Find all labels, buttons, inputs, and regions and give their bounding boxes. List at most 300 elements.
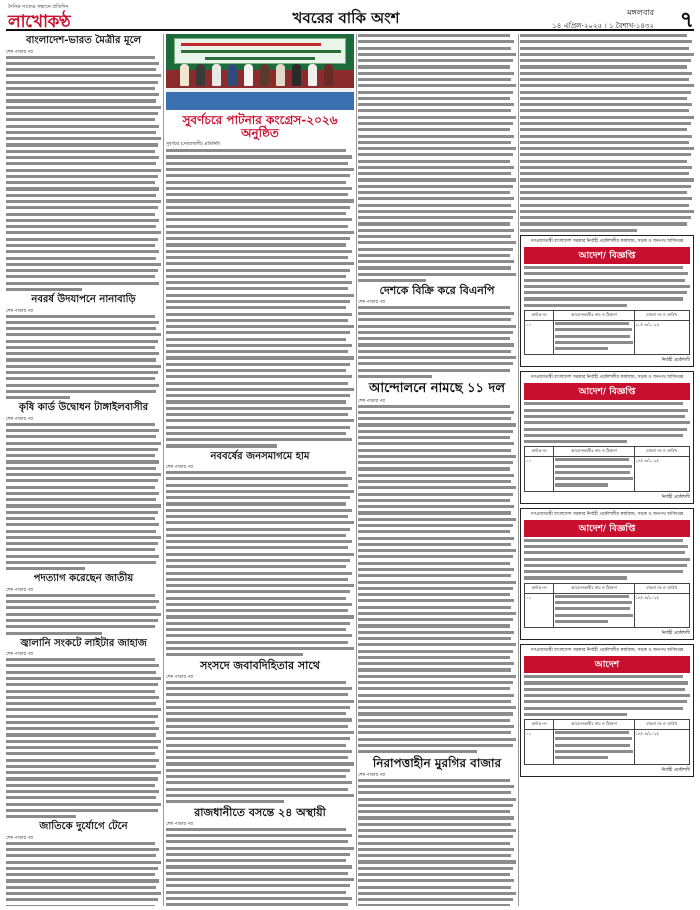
text-line [358,248,513,251]
notice-body [524,539,690,580]
text-line [166,603,352,606]
headline[interactable]: আন্দোলনে নামছে ১১ দল [368,380,506,396]
text-line [524,675,683,678]
headline[interactable]: কৃষি কার্ড উদ্বোধন টাঙ্গাইলবাসীর [18,402,149,414]
notice-table [524,446,690,491]
notice-title: আদেশ/ বিজ্ঞপ্তি [524,247,690,264]
story-lighter-ship[interactable] [6,639,161,819]
text-line [6,708,161,711]
text-line [358,798,516,801]
text-line [358,210,516,213]
text-line [520,153,691,156]
text-line [166,413,348,416]
column-divider [163,34,164,906]
text-line [166,407,352,410]
story-nababarsha[interactable] [6,295,161,399]
text-line [166,174,350,177]
text-line [6,879,159,882]
text-line [6,790,159,793]
text-line [524,415,685,418]
text-line [166,350,348,353]
text-line [358,842,510,845]
table-cell: ১৪/০৪/২০২৫ [634,457,689,491]
text-line [166,872,348,875]
text-line [358,141,511,144]
text-line [6,632,102,635]
column-divider [356,34,357,906]
text-line [6,219,159,222]
text-line [166,840,348,843]
legal-notice-4[interactable] [520,644,694,776]
text-line [166,590,350,593]
text-line [166,828,346,831]
article-body [166,681,354,803]
text-line [520,122,691,125]
headline[interactable]: পদত্যাগ করেছেন জাতীয় [33,573,134,585]
text-line [524,713,627,716]
text-line [6,796,156,799]
text-line [520,141,689,144]
text-line [555,477,632,480]
text-line [555,341,632,344]
text-line [520,109,689,112]
headline[interactable]: নবরর্ষ উদযাপনে নানাবাড়ি [31,294,136,305]
text-line [166,394,350,397]
text-line [6,213,155,216]
column-1 [6,34,161,906]
text-line [524,402,683,405]
text-line [166,800,284,803]
text-line [6,288,82,291]
text-line [520,72,692,75]
text-line [6,390,156,393]
page-number: ৭ [679,8,694,33]
text-line [358,505,514,508]
text-line [6,842,155,845]
text-line [358,260,514,263]
text-line [358,442,514,445]
text-line [520,34,687,37]
text-line [166,834,352,837]
text-line [520,59,691,62]
text-line [358,867,513,870]
text-line [524,428,687,431]
text-line [358,128,510,131]
text-line [6,282,159,285]
text-line [524,285,690,288]
text-line [6,371,158,374]
text-line [166,331,350,334]
text-line [358,886,511,889]
legal-notice-2[interactable] [520,371,694,503]
text-line [358,631,514,634]
text-line [166,444,277,447]
text-line [358,744,513,747]
text-line [6,905,155,906]
story-parliament[interactable] [166,660,354,803]
story-krishi-card[interactable] [6,403,161,570]
legal-notice-1[interactable] [520,235,694,367]
text-line [166,419,354,422]
text-line [524,421,690,424]
text-line [166,181,346,184]
text-line [358,461,513,464]
text-line [358,555,513,558]
text-line [166,731,354,734]
office-name: গণপ্রজাতন্ত্রী বাংলাদেশ সরকার নির্বাহী প্রকৌশলীর কার্যালয়, সড়ক ও জনপথ অধিদপ্তর [530,648,684,654]
text-line [166,375,352,378]
continued-label: শেষ পাতার পর [358,772,385,778]
text-line [520,47,689,50]
text-line [166,369,346,372]
text-line [6,56,155,59]
text-line [6,523,159,526]
text-line [358,599,514,602]
headline[interactable]: জ্বালানি সংকটে লাইটার জাহাজ [20,637,147,649]
text-line [524,272,688,275]
text-line [358,612,516,615]
text-line [6,486,155,489]
text-line [166,546,348,549]
story-disaster[interactable] [6,822,161,906]
text-line [166,231,354,234]
text-line [166,509,352,512]
text-line [166,712,346,715]
text-line [520,166,692,169]
table-cell: ২০/০৪/২০২৫ [634,320,689,354]
text-line [166,218,352,221]
text-line [166,641,348,644]
headline[interactable]: দেশকে বিক্রি করে বিএনপি [379,284,495,298]
byline: সুবর্ণচর (নোয়াখালী) প্রতিনিধি [166,142,220,148]
continued-label: শেষ পাতার পর [358,299,385,305]
text-line [166,363,350,366]
logo-tagline: দৈনিক সত্যের সন্ধানে প্রতিদিন [8,4,69,10]
text-line [358,511,511,514]
text-line [6,759,159,762]
text-line [6,156,159,159]
story-crowd-measles[interactable] [166,452,354,657]
continued-label: শেষ পাতার পর [6,652,33,658]
headline[interactable]: রাজধানীতে বসন্তে ২৪ অস্থায়ী [194,806,326,820]
text-line [6,746,158,749]
text-line [358,235,511,238]
text-line [520,40,692,43]
text-line [6,809,158,812]
text-line [6,467,156,470]
text-line [166,559,350,562]
text-line [166,540,352,543]
story-bnp[interactable] [358,285,516,378]
text-line [6,269,158,272]
text-line [166,199,354,202]
text-line [6,384,159,387]
text-line [358,306,510,309]
text-line [6,275,155,278]
text-line [6,677,161,680]
text-line [166,859,346,862]
article-body [6,658,161,818]
text-line [6,536,161,539]
text-line [358,266,511,269]
text-line [555,483,607,486]
newspaper-logo[interactable] [6,4,126,32]
text-line [358,606,511,609]
table-header: আবেদনকারীর নাম ও ঠিকানা [554,310,634,320]
text-line [358,369,510,372]
text-line [358,362,513,365]
masthead [6,4,694,31]
text-line [166,256,348,259]
article-body [358,779,516,906]
text-line [6,721,155,724]
text-line [166,155,352,158]
text-line [6,423,155,426]
table-header: মামলা নং ও তারিখ [634,720,689,730]
table-header: ক্রমিক নং [525,447,554,457]
text-line [358,178,516,181]
text-line [520,204,689,207]
text-line [166,718,352,721]
text-line [166,628,346,631]
text-line [6,752,155,755]
text-line [166,438,352,441]
text-line [358,455,516,458]
text-line [358,694,514,697]
text-line [520,216,691,219]
text-line [6,194,156,197]
story-congress[interactable] [166,34,354,448]
text-line [358,493,513,496]
text-line [358,879,514,882]
text-line [524,409,688,412]
text-line [6,454,155,457]
text-line [555,744,630,747]
section-title: খবরের বাকি অংশ [292,9,400,27]
text-line [358,84,516,87]
office-name: গণপ্রজাতন্ত্রী বাংলাদেশ সরকার নির্বাহী প্রকৌশলীর কার্যালয়, সড়ক ও জনপথ অধিদপ্তর [530,511,684,517]
text-line [166,597,346,600]
text-line [358,65,510,68]
text-line [6,530,156,533]
story-chicken-market[interactable] [358,757,516,906]
office-name: গণপ্রজাতন্ত্রী বাংলাদেশ সরকার নির্বাহী প্রকৌশলীর কার্যালয়, সড়ক ও জনপথ অধিদপ্তর [530,239,684,244]
table-header: ক্রমিক নং [525,310,554,320]
text-line [358,581,516,584]
text-line [358,153,513,156]
text-line [6,206,158,209]
text-line [166,382,348,385]
text-line [166,281,352,284]
text-line [6,671,156,674]
text-line [358,273,516,276]
table-cell: ১৪/০৪/২০২৫ [634,730,689,764]
table-cell: ০১ [525,730,554,764]
continued-label: শেষ পাতার পর [166,674,193,680]
text-line [358,854,511,857]
text-line [358,318,511,321]
text-line [6,435,156,438]
text-line [6,702,156,705]
text-line [6,118,155,121]
story-eleven-party[interactable] [358,382,516,753]
headline[interactable]: সুবর্ণচরে পাটনার কংগ্রেস-২০২৬ অনুষ্ঠিত [182,113,338,140]
table-header: আবেদনকারীর নাম ও ঠিকানা [554,447,634,457]
text-line [358,449,511,452]
text-line [166,681,346,684]
text-line [166,471,346,474]
text-line [6,517,155,520]
event-photo[interactable] [166,34,354,110]
text-line [358,34,510,37]
text-line [6,150,155,153]
text-line [524,558,690,561]
text-line [358,103,514,106]
text-line [166,609,348,612]
text-line [358,222,510,225]
notice-body [524,266,690,307]
text-line [358,325,516,328]
issue-date: ১৪ এপ্রিল-২০২৫ । ১ বৈশাখ-১৪৩২ [552,22,654,30]
text-line [166,243,346,246]
text-line [166,262,354,265]
text-line [166,706,350,709]
text-line [358,791,511,794]
text-line [358,725,514,728]
text-line [6,473,161,476]
table-header: মামলা নং ও তারিখ [634,447,689,457]
text-line [166,615,354,618]
table-header: আবেদনকারীর নাম ও ঠিকানা [554,583,634,593]
text-line [166,515,348,518]
text-line [555,595,629,598]
text-line [358,430,513,433]
text-line [520,65,687,68]
text-line [520,160,687,163]
text-line [358,160,510,163]
text-line [358,147,516,150]
text-line [524,539,683,542]
table-header: ক্রমিক নং [525,583,554,593]
text-line [358,411,514,414]
text-line [358,337,510,340]
text-line [520,229,637,232]
text-line [6,733,156,736]
table-cell: ১৪/০৪/২০২৫ [634,593,689,627]
text-line [358,356,516,359]
text-line [358,873,510,876]
article-body [358,306,516,378]
logo-name: লাখোকণ্ঠ [8,12,71,32]
text-line [166,653,303,656]
text-line [166,634,352,637]
text-line [6,250,159,253]
text-line [555,471,630,474]
signature: নির্বাহী প্রকৌশলী [661,767,690,773]
text-line [555,750,632,753]
text-line [166,388,354,391]
text-line [6,175,158,178]
article-body [520,34,694,232]
text-line [166,225,348,228]
text-line [166,891,346,894]
text-line [166,193,348,196]
notice-table [524,583,690,628]
table-cell: ০১ [525,593,554,627]
text-line [6,143,158,146]
text-line [358,135,514,138]
text-line [358,738,516,741]
headline[interactable]: নববর্ষের জনসমাগমে হাম [210,450,310,462]
story-bd-india[interactable] [6,36,161,291]
text-line [524,570,683,573]
text-line [166,762,354,765]
headline[interactable]: সংসদে জবাবদিহিতার সাথে [200,659,320,673]
table-header: মামলা নং ও তারিখ [634,583,689,593]
text-line [358,109,511,112]
text-line [6,448,158,451]
text-line [6,561,156,564]
table-header: আবেদনকারীর নাম ও ঠিকানা [554,720,634,730]
text-line [358,279,426,282]
text-line [6,567,85,570]
legal-notice-3[interactable] [520,508,694,640]
text-line [555,347,607,350]
text-line [6,68,156,71]
text-line [555,737,631,740]
text-line [6,131,156,134]
text-line [520,197,692,200]
text-line [524,551,685,554]
text-line [6,803,161,806]
text-line [358,643,516,646]
text-line [166,168,354,171]
table-cell: ০১ [525,457,554,491]
text-line [358,785,514,788]
text-line [6,81,158,84]
text-line [358,467,510,470]
headline[interactable]: নিরাপত্তাহীন মুরগির বাজার [372,756,502,771]
headline[interactable]: বাংলাদেশ-ভারত মৈত্রীর মূলে [25,35,142,46]
column-4 [520,34,694,906]
text-line [6,498,156,501]
text-line [166,206,350,209]
text-line [358,524,513,527]
text-line [358,816,514,819]
text-line [166,162,348,165]
text-line [166,528,350,531]
text-line [6,181,155,184]
text-line [166,903,348,906]
text-line [358,835,513,838]
text-line [358,675,516,678]
headline[interactable]: জাতিকে দুর্যোগে টেনে [39,821,128,833]
text-line [166,521,354,524]
text-line [358,47,511,50]
continued-label: শেষ পাতার পর [358,398,385,404]
text-line [358,172,511,175]
text-line [166,319,348,322]
text-line [520,191,687,194]
text-line [166,338,346,341]
text-line [6,548,155,551]
text-line [6,231,161,234]
text-line [358,562,510,565]
story-capital[interactable] [166,807,354,906]
text-line [524,266,683,269]
story-resigned[interactable] [6,574,161,634]
text-line [555,322,629,325]
